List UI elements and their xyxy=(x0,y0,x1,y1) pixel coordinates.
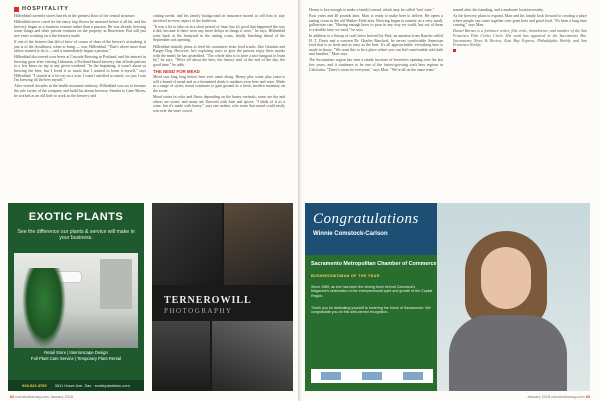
ternerowill-photography-ad[interactable] xyxy=(152,203,293,391)
paragraph: named after the founding, and a moderate location nearby. xyxy=(453,8,544,12)
section-square-icon xyxy=(14,7,19,12)
ad-contact-bar xyxy=(8,380,144,391)
honoree-portrait xyxy=(437,203,590,391)
paragraph: Hillenblad currently stores barrels in the greatest floor of the central structure. xyxy=(14,14,136,18)
article-column-1 xyxy=(14,14,146,200)
paragraph: As the brewery plans to expand, Marr and his family look forward to creating a place where people can come together over great beer and good food. "It's been a long time coming," says Marr. xyxy=(453,14,587,28)
paragraph: Mead varies in color and flavor depending on the honey varietals; some are dry and others are sweet, and many are flavored with fruit and spices. "I think of it as a wine, but it's made with honey," says one maker, who notes that mead could easily win over the wine crowd. xyxy=(153,95,285,113)
chamber-name: Sacramento Metropolitan Chamber of Commerce xyxy=(311,261,437,267)
ad-services xyxy=(14,350,138,361)
page-footer xyxy=(527,395,590,399)
footer-pub: comstocksmag.com xyxy=(551,395,585,399)
paragraph: Hillenblad initially plans to feed his customers from food trucks, like Giuntini and Burger Dog. However, he's exploring ways to give the patrons enjoy their snacks with the meals he has assembled. "The whole idea is to have a nice hangout to learn by," he says. "We're all about the beer, the history and, at the end of the day, the good time," he adds. xyxy=(153,44,285,67)
ad-photo xyxy=(212,321,293,391)
article-column-2 xyxy=(153,14,285,200)
left-page xyxy=(0,0,299,401)
footer-date: January 2018 xyxy=(49,395,73,399)
ad-paragraph: Thank you for dedicating yourself to fostering the future of Sacramento. We congratulate you on this well-earned recognition. xyxy=(311,306,431,315)
portrait-body xyxy=(449,315,567,391)
ad-photo xyxy=(224,203,293,285)
paragraph: Four years and 40 pounds later, Marr is ready to make beer to deliver. He opens a tasting room in the old Mather Field area. Brewing began in earnest on a very small, gallon-size run. "Having enough brew to pour in any way we could, but out of them is a double fairy we used," he says. xyxy=(309,14,443,32)
page-footer xyxy=(10,395,73,399)
paragraph: "It was a lot to take on in a short period of time, but it's good that happened the way it did, because if there were any more delays in things it were," he says. Hillenblad went back at his farmyard in the tasting room, finally finishing ahead of the September soft opening. xyxy=(153,24,285,43)
building-image xyxy=(100,259,132,309)
plant-image xyxy=(22,268,66,348)
services-line: Full Plant Care Service | Temporary Plant Rental xyxy=(31,355,121,361)
ad-address: 3511 Howe Ave. Sac · exoticplantsinc.com xyxy=(54,383,130,388)
end-mark-icon xyxy=(453,49,456,52)
ad-tagline: See the difference our plants & service will make in your business. xyxy=(17,229,135,242)
ad-photo xyxy=(152,321,210,391)
paragraph: If one of the fixtures that did of brew of course of dues of the brewer's at making, it just is of the cloudburst, when to bring — was, Hillenblad, "That's where more than others wanted to do it — and it immediately began a passion." xyxy=(14,39,146,54)
paragraph: The Sacramento region has seen a steady increase of breweries opening over the last few years, and it continues to be one of the fastest-growing craft beer regions in California. "There's room for everyone," says Marr. "We're all on the same team." xyxy=(309,58,443,72)
honoree-name: Winnie Comstock-Carlson xyxy=(313,231,388,237)
photographer-name: TERNEROWILL xyxy=(164,295,252,306)
sponsor-logo xyxy=(321,372,341,380)
photography-label: PHOTOGRAPHY xyxy=(164,307,233,315)
services-line: Retail Store | Interiorscape Design xyxy=(44,350,108,355)
exotic-plants-logo: EXOTIC PLANTS xyxy=(28,211,124,223)
section-label: HOSPITALITY xyxy=(22,6,69,12)
article-column-3 xyxy=(309,8,443,200)
ad-headline: Congratulations xyxy=(313,211,419,227)
sponsor-logos xyxy=(311,369,433,383)
sponsor-logo xyxy=(403,372,423,380)
right-page xyxy=(301,0,600,401)
page-number: 63 xyxy=(585,395,590,399)
paragraph: In addition to a lineup of craft beers brewed by Paul, an amateur from Rancho called H. T. Davis and a concern Dr. Charles Bassford, he serves comfortable American food that is as fresh and as tasty as the beer. It's all approachable: everything here is made in house. "We want this to be a place where you can feel comfortable with kids and families," Marr says. xyxy=(309,33,443,57)
section-header xyxy=(14,6,69,12)
ad-paragraph: Since 1989, as she has been the driving force behind Comstock's Magazine's celebration of the entrepreneurial spirit and growth of the Capital Region. xyxy=(311,285,433,298)
footer-date: January 2018 xyxy=(527,395,551,399)
office-plant-photo xyxy=(14,253,138,348)
article-column-4 xyxy=(453,8,587,200)
ad-phone: 916.922.4769 xyxy=(22,383,47,388)
ad-photo xyxy=(152,203,222,285)
paragraph: After several decades in the health insurance industry, Hillenblad was set to become the sole owner of the company and build his dream brewery. Similar to Cane Mores, he worked as an old hole to work as the brewery and xyxy=(14,84,146,98)
paragraph: Mead was king long before beer ever came along. Honey plus water plus yeast is still a brand of mead and as a fermented drink it outdates even beer and wine. Made in a range of styles, mead continues to gain ground as a fresh, modern mainstay on the scene. xyxy=(153,75,285,93)
paragraph: Hillenblad discovered sour beers at Cascade Brewing in Portland, and his interest in brewing grew after visiting Lithuania, a Portland-based brewery that affords patrons to a few beers on tap at any given weekend. "In the beginning, it wasn't about us brewing the beer, but I loved it so much that I wanted to learn it myself," says Hillenblad. "I started at it for too on a year. I wasn't satisfied so much; we just I was I'm brewing all the beer myself." xyxy=(14,55,146,83)
sponsor-logo xyxy=(362,372,382,380)
paragraph: cutting needs, and his family background in insurance turned to sell him to stay involved in every aspect of the build-out. xyxy=(153,14,285,23)
paragraph: Hillenblad never cared for the fancy hop flower he assessed before it all hit, and the brewery began as a business venture rather than a passion. He was already brewing some things and other private ventures on the property in Beaverton. But still just tree years working on it the brewery made. xyxy=(14,20,146,38)
portrait-face xyxy=(481,247,531,309)
congratulations-ad[interactable] xyxy=(305,203,590,391)
author-bio: Daniel Barnes is a freelance writer, film critic, homebrewer and member of the San Francisco Film Critics Circle. His work has appeared in the Sacramento Bee, Sacramento News & Review, East Bay Express, Philadelphia Weekly and San Francisco Weekly. xyxy=(453,29,587,48)
paragraph: Honey is key enough to make a family's mead, which may be called "mel wine." xyxy=(309,8,435,12)
subheading: THE NEED FOR MEAD xyxy=(153,68,200,74)
award-title: BUSINESSWOMAN OF THE YEAR xyxy=(311,274,380,278)
page-number: 62 xyxy=(10,395,15,399)
footer-pub: comstocksmag.com xyxy=(15,395,49,399)
exotic-plants-ad[interactable] xyxy=(8,203,144,391)
